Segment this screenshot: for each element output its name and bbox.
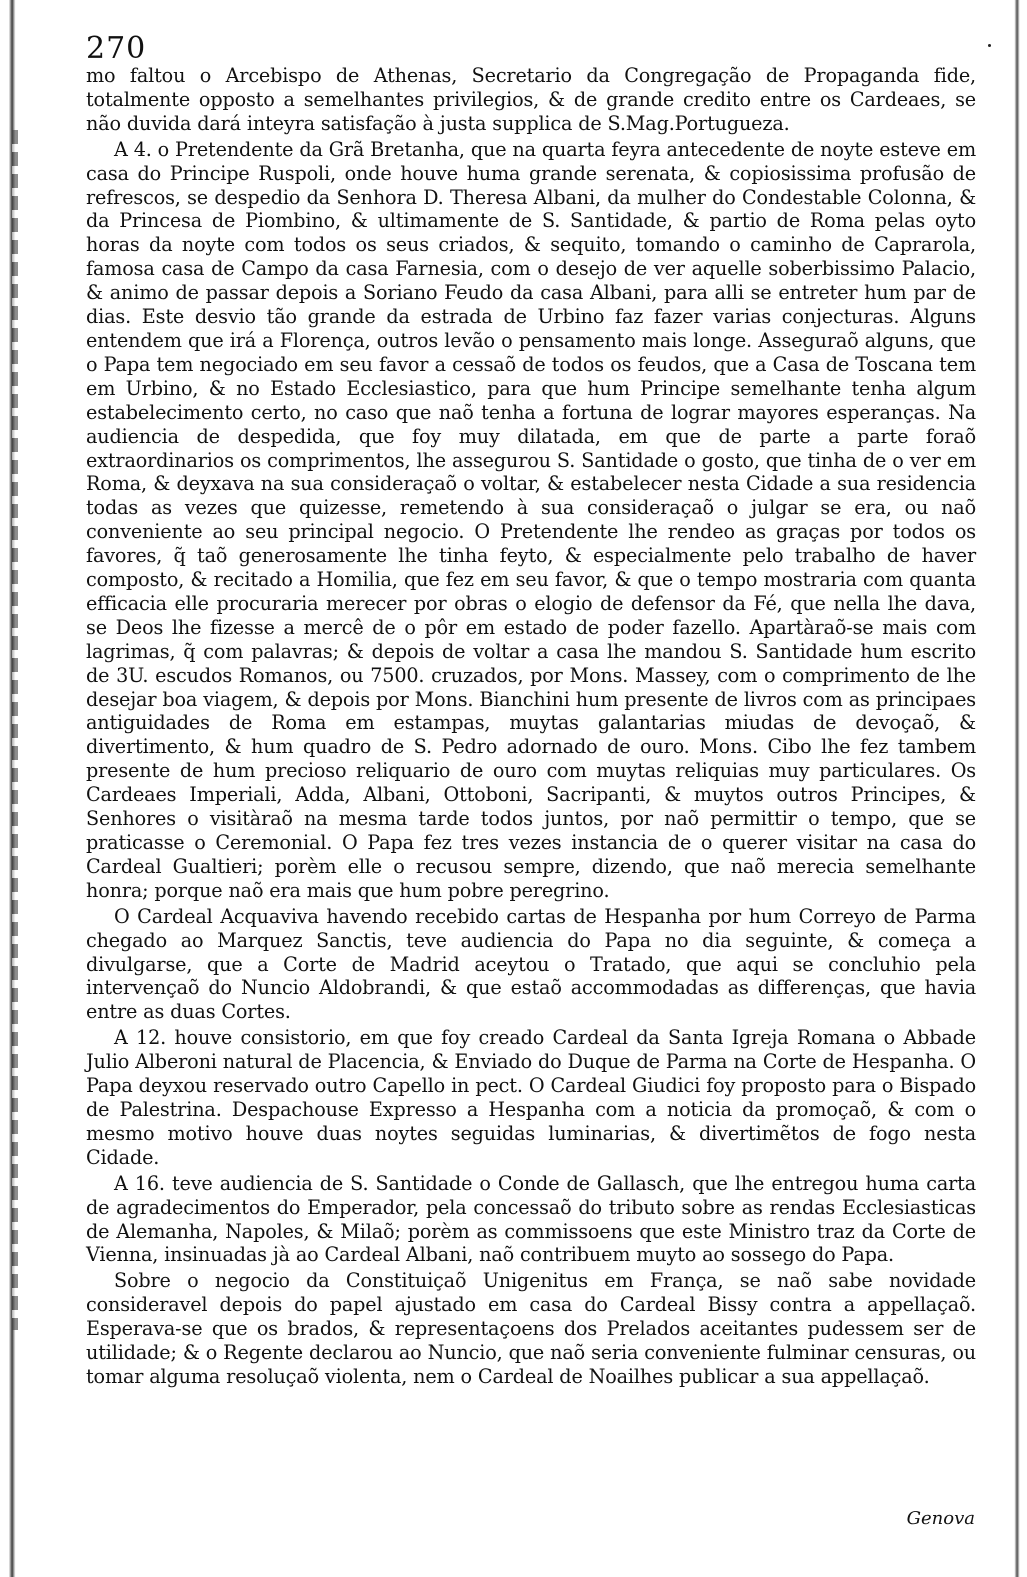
catchword: Genova [906,1508,975,1529]
article-text [86,64,976,1391]
right-page-edge [1009,0,1027,1577]
page-number: 270 [86,31,147,66]
paragraph-count-gallasch: A 16. teve audiencia de S. Santidade o Conde de Gallasch, que lhe entregou huma carta de agradecimentos do Emperador, pela concessaõ do tributo sobre as rendas Ecclesiasticas de Alemanha, Napoles, & Milaõ; porèm as commissoens que este Ministro traz da Corte de Vienna, insinuadas jà ao Cardeal Albani, naõ contribuem muyto ao sossego do Papa. [86,1171,976,1267]
paragraph-unigenitus: Sobre o negocio da Constituiçaõ Unigenitus em França, se naõ sabe novidade consideravel depois do papel ajustado em casa do Cardeal Bissy contra a appellaçaõ. Esperava-se que os brados, & representaçoens dos Prelados aceitantes pudessem ser de utilidade; & o Regente declarou ao Nuncio, que naõ seria conveniente fulminar censuras, ou tomar alguma resoluçaõ violenta, nem o Cardeal de Noailhes publicar a sua appellaçaõ. [86,1269,976,1388]
ink-speck [988,44,991,47]
paragraph-pretender-departure: A 4. o Pretendente da Grã Bretanha, que na quarta feyra antecedente de noyte esteve em casa do Principe Ruspoli, onde houve huma grande serenata, & copiosissima profusão de refrescos, se despedio da Senhora D. Theresa Albani, da mulher do Condestable Colonna, & da Princesa de Piombino, & ultimamente de S. Santidade, & partio de Roma pelas oyto horas da noyte com todos os seus criados, & sequito, tomando o caminho de Caprarola, famosa casa de Campo da casa Farnesia, com o desejo de ver aquelle soberbissimo Palacio, & animo de passar depois a Soriano Feudo da casa Albani, para alli se entreter hum par de dias. Este desvio tão grande da estrada de Urbino faz fazer varias conjecturas. Alguns entendem que irá a Florença, outros levão o pensamento mais longe. Asseguraõ alguns, que o Papa tem negociado em seu favor a cessaõ de todos os feudos, que a Casa de Toscana tem em Urbino, & no Estado Ecclesiastico, para que hum Principe semelhante tenha algum estabelecimento certo, no caso que naõ tenha a fortuna de lograr mayores esperanças. Na audiencia de despedida, que foy muy dilatada, em que de parte a parte foraõ extraordinarios os comprimentos, lhe assegurou S. Santidade o gosto, que tinha de o ver em Roma, & deyxava na sua consideraçaõ o voltar, & estabelecer nesta Cidade a sua residencia todas as vezes que quizesse, remetendo à sua consideraçaõ o julgar se era, ou naõ conveniente ao seu principal negocio. O Pretendente lhe rendeo as graças por todos os favores, q̃ taõ generosamente lhe tinha feyto, & especialmente pelo trabalho de haver composto, & recitado a Homilia, que fez em seu favor, & que o tempo mostraria com quanta efficacia elle procuraria merecer por obras o elogio de defensor da Fé, que nella lhe dava, se Deos lhe fizesse a mercê de o pôr em estado de poder fazello. Apartàraõ-se mais com lagrimas, q̃ com palavras; & depois de voltar a casa lhe mandou S. Santidade hum escrito de 3U. escudos Romanos, ou 7500. cruzados, por Mons. Massey, com o comprimento de lhe desejar boa viagem, & depois por Mons. Bianchini hum presente de livros com as principaes antiguidades de Roma em estampas, muytas galantarias miudas de devoçaõ, & divertimento, & hum quadro de S. Pedro adornado de ouro. Mons. Cibo lhe fez tambem presente de hum precioso reliquario de ouro com muytas reliquias muy particulares. Os Cardeaes Imperiali, Adda, Albani, Ottoboni, Sacripanti, & muytos outros Principes, & Senhores o visitàraõ na mesma tarde todos juntos, por naõ permittir o tempo, que se praticasse o Ceremonial. O Papa fez tres vezes instancia de o querer visitar na casa do Cardeal Gualtieri; porèm elle o recusou sempre, dizendo, que naõ merecia semelhante honra; porque naõ era mais que hum pobre peregrino. [86,137,976,902]
paragraph-continuation: mo faltou o Arcebispo de Athenas, Secretario da Congregação de Propaganda fide, totalmente opposto a semelhantes privilegios, & de grande credito entre os Cardeaes, se não duvida dará inteyra satisfação à justa supplica de S.Mag.Portugueza. [86,64,976,135]
left-binding-edge [0,0,22,1577]
paragraph-cardinal-acquaviva: O Cardeal Acquaviva havendo recebido cartas de Hespanha por hum Correyo de Parma chegado ao Marquez Sanctis, teve audiencia do Papa no dia seguinte, & começa a divulgarse, que a Corte de Madrid aceytou o Tratado, que aqui se concluhio pela intervençaõ do Nuncio Aldobrandi, & que estaõ accommodadas as differenças, que havia entre as duas Cortes. [86,904,976,1024]
paragraph-consistory: A 12. houve consistorio, em que foy creado Cardeal da Santa Igreja Romana o Abbade Julio Alberoni natural de Placencia, & Enviado do Duque de Parma na Corte de Hespanha. O Papa deyxou reservado outro Capello in pect. O Cardeal Giudici foy proposto para o Bispado de Palestrina. Despachouse Expresso a Hespanha com a noticia da promoçaõ, & com o mesmo motivo houve duas noytes seguidas luminarias, & divertimẽtos de fogo nesta Cidade. [86,1026,976,1169]
